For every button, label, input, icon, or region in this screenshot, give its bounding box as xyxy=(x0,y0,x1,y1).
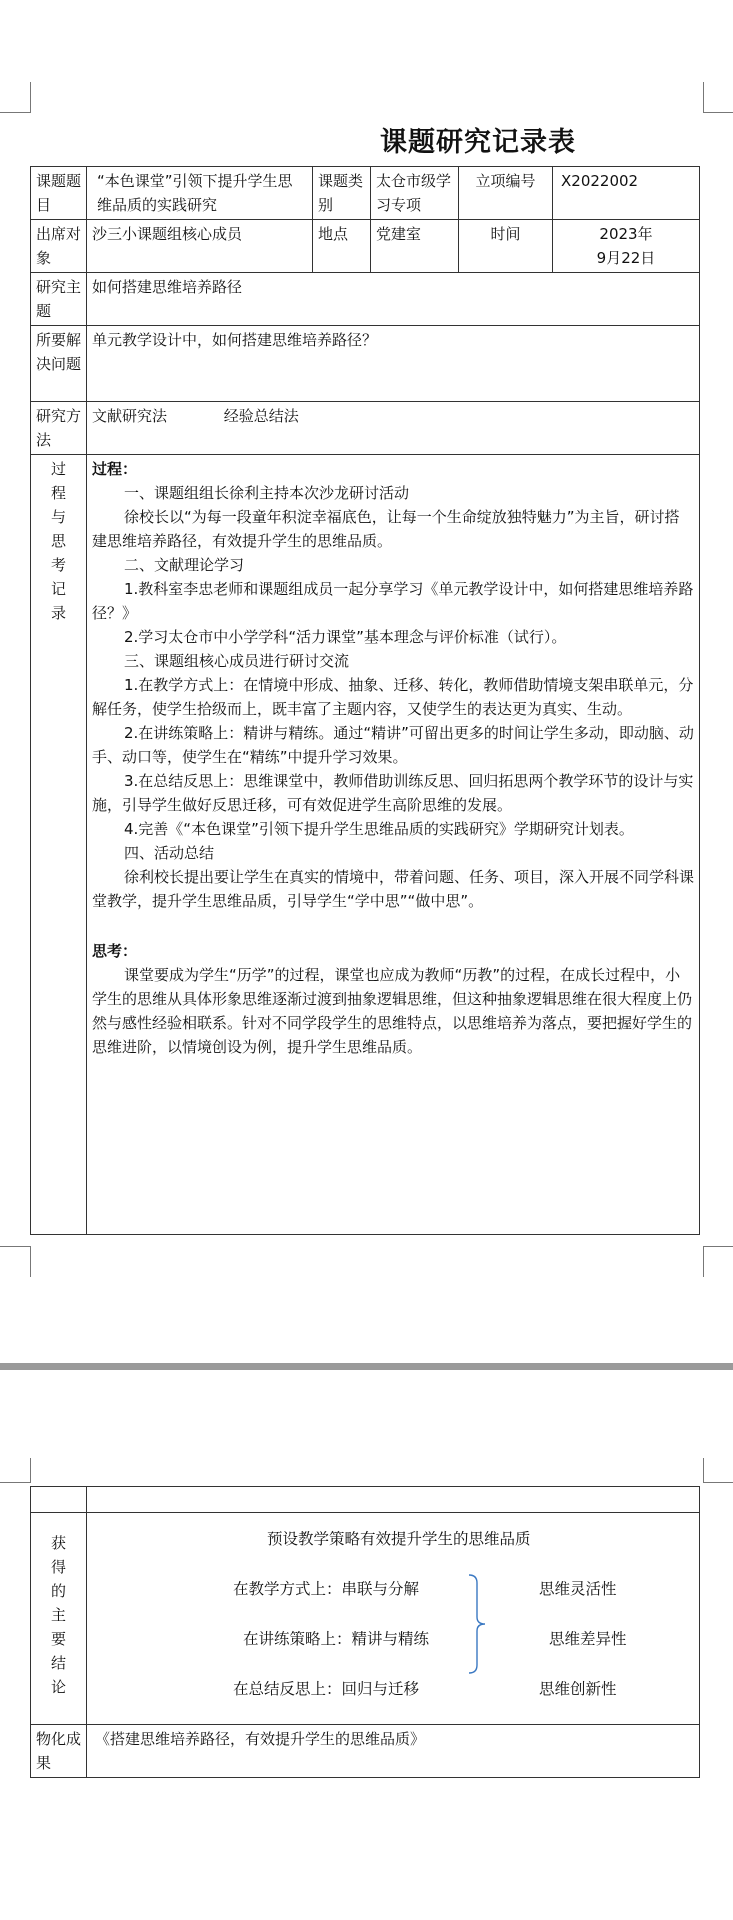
subject-value: 如何搭建思维培养路径 xyxy=(87,273,700,326)
process-section-3: 三、课题组核心成员进行研讨交流 xyxy=(124,652,350,670)
code-label: 立项编号 xyxy=(459,167,553,220)
conclusion-label-char: 要 xyxy=(50,1630,66,1648)
page-divider xyxy=(0,1363,733,1370)
conclusion-item-left: 在教学方式上：串联与分解 xyxy=(233,1580,420,1598)
process-heading: 过程： xyxy=(92,460,138,478)
process-paragraph: 2.学习太仓市中小学学科“活力课堂”基本理念与评价标准（试行）。 xyxy=(124,628,567,646)
question-label: 所要解决问题 xyxy=(31,326,87,402)
process-paragraph: 3.在总结反思上：思维课堂中，教师借助训练反思、回归拓思两个教学环节的设计与实施，引导学生做好反思迁移，可有效促进学生高阶思维的发展。 xyxy=(92,772,694,814)
process-label-char: 程 xyxy=(50,484,66,502)
crop-mark-top-left xyxy=(0,82,31,113)
conclusion-item-left: 在讲练策略上：精讲与精练 xyxy=(243,1630,430,1648)
conclusion-label-char: 论 xyxy=(50,1678,66,1696)
process-label-char: 录 xyxy=(50,604,66,622)
crop-mark-bottom-left xyxy=(0,1246,31,1277)
conclusion-item-right: 思维差异性 xyxy=(549,1630,627,1648)
conclusion-title: 预设教学策略有效提升学生的思维品质 xyxy=(267,1530,531,1548)
row-method xyxy=(31,402,700,455)
type-value: 太仓市级学习专项 xyxy=(371,167,459,220)
conclusion-item-right: 思维灵活性 xyxy=(539,1580,617,1598)
type-label: 课题类别 xyxy=(313,167,371,220)
method-label: 研究方法 xyxy=(31,402,87,455)
method-value xyxy=(87,402,700,455)
row-topic xyxy=(31,167,700,220)
empty-cell xyxy=(87,1487,700,1513)
conclusion-item-left: 在总结反思上：回归与迁移 xyxy=(233,1680,420,1698)
spacer xyxy=(92,913,694,939)
page-gap xyxy=(0,1332,733,1462)
process-label xyxy=(31,455,87,1235)
conclusion-item-right: 思维创新性 xyxy=(539,1680,617,1698)
attend-label: 出席对象 xyxy=(31,220,87,273)
process-section-4: 四、活动总结 xyxy=(124,844,215,862)
code-value: X2022002 xyxy=(553,167,700,220)
row-result xyxy=(31,1725,700,1778)
subject-label: 研究主题 xyxy=(31,273,87,326)
process-paragraph: 徐利校长提出要让学生在真实的情境中，带着问题、任务、项目，深入开展不同学科课堂教学，提升学生思维品质，引导学生“学中思”“做中思”。 xyxy=(92,868,695,910)
row-continued-empty xyxy=(31,1487,700,1513)
document-page-2 xyxy=(0,1462,733,1920)
process-paragraph: 1.在教学方式上：在情境中形成、抽象、迁移、转化，教师借助情境支架串联单元，分解任务，使学生拾级而上，既丰富了主题内容，又使学生的表达更为真实、生动。 xyxy=(92,676,694,718)
time-value-line1: 2023年 xyxy=(599,225,653,243)
row-subject xyxy=(31,273,700,326)
crop-mark-top-right xyxy=(703,82,733,113)
topic-value: “本色课堂”引领下提升学生思维品质的实践研究 xyxy=(87,167,313,220)
process-paragraph: 4.完善《“本色课堂”引领下提升学生思维品质的实践研究》学期研究计划表。 xyxy=(124,820,634,838)
result-label: 物化成果 xyxy=(31,1725,87,1778)
conclusion-label xyxy=(31,1513,87,1725)
process-label-char: 思 xyxy=(50,532,66,550)
conclusion-label-char: 主 xyxy=(50,1606,66,1624)
place-value: 党建室 xyxy=(371,220,459,273)
crop-mark-top-right xyxy=(703,1458,733,1483)
process-section-2: 二、文献理论学习 xyxy=(124,556,245,574)
thinking-heading: 思考： xyxy=(92,942,138,960)
topic-label: 课题题目 xyxy=(31,167,87,220)
process-content xyxy=(87,455,700,1235)
process-label-char: 过 xyxy=(50,460,66,478)
record-table-continued xyxy=(30,1486,700,1778)
process-label-char: 考 xyxy=(50,556,66,574)
process-paragraph: 1.教科室李忠老师和课题组成员一起分享学习《单元教学设计中，如何搭建思维培养路径？》 xyxy=(92,580,694,622)
record-table xyxy=(30,166,700,1235)
method-value-1: 文献研究法 xyxy=(92,407,168,425)
empty-cell xyxy=(31,1487,87,1513)
method-value-2: 经验总结法 xyxy=(223,407,299,425)
conclusion-label-char: 的 xyxy=(50,1582,66,1600)
conclusion-diagram xyxy=(87,1513,699,1721)
thinking-paragraph: 课堂要成为学生“历学”的过程，课堂也应成为教师“历教”的过程，在成长过程中，小学生的思维从具体形象思维逐渐过渡到抽象逻辑思维，但这种抽象逻辑思维在很大程度上仍然与感性经验相联系。针对不同学段学生的思维特点，以思维培养为落点，要把握好学生的思维进阶，以情境创设为例，提升学生思维品质。 xyxy=(92,966,693,1056)
row-question xyxy=(31,326,700,402)
document-title: 课题研究记录表 xyxy=(380,127,576,158)
place-label: 地点 xyxy=(313,220,371,273)
process-label-char: 与 xyxy=(50,508,66,526)
process-paragraph: 徐校长以“为每一段童年积淀幸福底色，让每一个生命绽放独特魅力”为主旨，研讨搭建思维培养路径，有效提升学生的思维品质。 xyxy=(92,508,680,550)
crop-mark-bottom-right xyxy=(703,1246,733,1277)
crop-mark-top-left xyxy=(0,1458,31,1483)
conclusion-label-char: 获 xyxy=(50,1534,66,1552)
brace-connector xyxy=(467,1573,487,1675)
time-label: 时间 xyxy=(459,220,553,273)
conclusion-label-char: 结 xyxy=(50,1654,66,1672)
conclusion-content xyxy=(87,1513,700,1725)
row-process xyxy=(31,455,700,1235)
attend-value: 沙三小课题组核心成员 xyxy=(87,220,313,273)
process-section-1: 一、课题组组长徐利主持本次沙龙研讨活动 xyxy=(124,484,410,502)
conclusion-label-char: 得 xyxy=(50,1558,66,1576)
result-value: 《搭建思维培养路径，有效提升学生的思维品质》 xyxy=(87,1725,700,1778)
process-label-char: 记 xyxy=(50,580,66,598)
question-value: 单元教学设计中，如何搭建思维培养路径？ xyxy=(87,326,700,402)
row-conclusion xyxy=(31,1513,700,1725)
time-value xyxy=(553,220,700,273)
time-value-line2: 9月22日 xyxy=(596,249,656,267)
row-attendees xyxy=(31,220,700,273)
process-paragraph: 2.在讲练策略上：精讲与精练。通过“精讲”可留出更多的时间让学生多动，即动脑、动手、动口等，使学生在“精练”中提升学习效果。 xyxy=(92,724,694,766)
